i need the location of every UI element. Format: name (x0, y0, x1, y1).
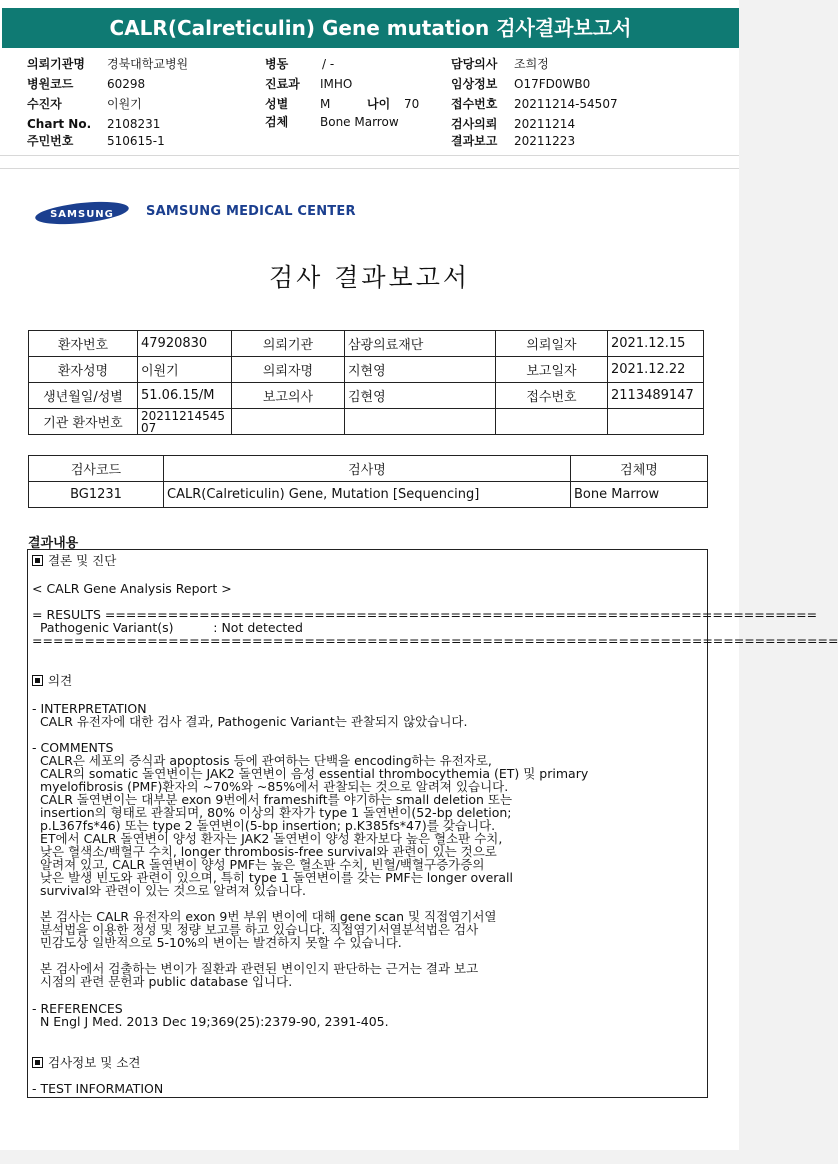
result-line-text: Pathogenic Variant(s) : Not detected (32, 620, 303, 635)
result-line (32, 1082, 163, 1095)
info-value-cell: 김현영 (345, 383, 496, 409)
result-line-text: 분석법을 이용한 정성 및 정량 보고를 하고 있습니다. 직접염기서열분석법은 검사 (32, 922, 479, 937)
result-line (32, 884, 306, 897)
info-label-cell: 의뢰일자 (496, 331, 608, 357)
header-field-label: 주민번호 (27, 134, 74, 148)
result-line-text: - COMMENTS (32, 740, 114, 755)
result-line-text: ET에서 CALR 돌연변이 양성 환자는 JAK2 돌연변이 양성 환자보다 높은 혈소판 수치, (32, 831, 503, 846)
table-row (29, 383, 704, 409)
specimen-name: Bone Marrow (571, 482, 708, 508)
result-line-text: - INTERPRETATION (32, 701, 147, 716)
square-bullet-icon (32, 1057, 43, 1068)
section-heading (32, 674, 72, 687)
logo-brand-text: SAMSUNG (50, 209, 114, 220)
result-line-text: N Engl J Med. 2013 Dec 19;369(25):2379-90, 2391-405. (32, 1014, 389, 1029)
result-line-text: survival와 관련이 있는 것으로 알려져 있습니다. (32, 883, 306, 898)
result-line-text: 검사정보 및 소견 (48, 1055, 141, 1070)
header-field-value: 60298 (107, 77, 146, 91)
header-field-label: 검사의뢰 (451, 117, 498, 131)
result-line-text: CALR은 세포의 증식과 apoptosis 등에 관여하는 단백을 encoding하는 유전자로, (32, 753, 492, 768)
result-line (32, 975, 292, 988)
header-field-label: 검체 (265, 115, 289, 129)
info-label-cell (496, 409, 608, 435)
header-field-value: 20211223 (514, 134, 576, 148)
table-row (29, 357, 704, 383)
header-field-label: Chart No. (27, 117, 92, 131)
result-line-text: p.L367fs*46) 또는 type 2 돌연변이(5-bp insertion; p.K385fs*47)를 갖습니다. (32, 818, 496, 833)
header-field-value: / - (322, 57, 335, 71)
info-label-cell: 기관 환자번호 (29, 409, 138, 435)
header-field-label: 수진자 (27, 97, 62, 111)
test-name: CALR(Calreticulin) Gene, Mutation [Sequencing] (164, 482, 571, 508)
header-field-value: 510615-1 (107, 134, 165, 148)
header-field-value: 70 (404, 97, 420, 111)
result-line (32, 634, 838, 647)
header-field-value: 20211214 (514, 117, 576, 131)
result-line-text: 의견 (48, 673, 73, 688)
header-field-value: 경북대학교병원 (107, 57, 189, 71)
info-value-cell: 2021.12.15 (608, 331, 704, 357)
table-row (29, 409, 704, 435)
info-label-cell: 생년월일/성별 (29, 383, 138, 409)
info-value-cell: 2113489147 (608, 383, 704, 409)
result-line-text: = RESULTS ==================================================================== (32, 607, 818, 622)
header-field-label: 병원코드 (27, 77, 74, 91)
result-line-text: 결론 및 진단 (48, 553, 117, 568)
result-line-text: - TEST INFORMATION (32, 1081, 164, 1096)
result-line-text: ============================================================================= (32, 633, 838, 648)
header-field-label: 결과보고 (451, 134, 498, 148)
header-field-value: M (320, 97, 331, 111)
info-label-cell: 접수번호 (496, 383, 608, 409)
section-heading (32, 554, 116, 567)
info-value-cell: 20211214545 07 (138, 409, 232, 435)
divider (0, 155, 739, 156)
info-label-cell: 의뢰자명 (232, 357, 345, 383)
result-line-text: 본 검사는 CALR 유전자의 exon 9번 부위 변이에 대해 gene scan 및 직접염기서열 (32, 909, 497, 924)
header-field-value: Bone Marrow (320, 115, 399, 129)
info-value-cell (345, 409, 496, 435)
result-line (32, 1015, 389, 1028)
info-label-cell: 보고의사 (232, 383, 345, 409)
table-row (29, 331, 704, 357)
header-field-value: 2108231 (107, 117, 161, 131)
info-value-cell (608, 409, 704, 435)
test-table (28, 455, 708, 508)
result-line-text: - REFERENCES (32, 1001, 123, 1016)
result-line-text: 시점의 관련 문헌과 public database 입니다. (32, 974, 293, 989)
samsung-logo (34, 200, 130, 226)
result-section-title: 결과내용 (28, 536, 79, 551)
result-line-text: 본 검사에서 검출하는 변이가 질환과 관련된 변이인지 판단하는 근거는 결과 보고 (32, 961, 479, 976)
header-field-value: 20211214-54507 (514, 97, 618, 111)
info-label-cell (232, 409, 345, 435)
info-value-cell: 47920830 (138, 331, 232, 357)
result-line-text: myelofibrosis (PMF)환자의 ~70%와 ~85%에서 관찰되는 것으로 알려져 있습니다. (32, 779, 509, 794)
test-code: BG1231 (29, 482, 164, 508)
medical-center-name: SAMSUNG MEDICAL CENTER (146, 204, 356, 219)
result-line-text: 낮은 혈색소/백혈구 수치, longer thrombosis-free survival와 관련이 있는 것으로 (32, 844, 497, 859)
header-field-label: 병동 (265, 57, 289, 71)
divider (0, 168, 739, 169)
result-line-text: CALR 유전자에 대한 검사 결과, Pathogenic Variant는 관찰되지 않았습니다. (32, 714, 468, 729)
header-field-label: 담당의사 (451, 57, 498, 71)
header-field-label: 의뢰기관명 (27, 57, 85, 71)
result-line-text: CALR 돌연변이는 대부분 exon 9번에서 frameshift를 야기하는 small deletion 또는 (32, 792, 513, 807)
header-field-value: 조희정 (514, 57, 549, 71)
header-field-label: 접수번호 (451, 97, 498, 111)
header-field-label: 나이 (367, 97, 391, 111)
result-line-text: insertion의 형태로 관찰되며, 80% 이상의 환자가 type 1 돌연변이(52-bp deletion; (32, 805, 512, 820)
info-value-cell: 51.06.15/M (138, 383, 232, 409)
info-value-cell: 지현영 (345, 357, 496, 383)
document-title: 검사 결과보고서 (269, 263, 470, 292)
patient-info-table (28, 330, 704, 435)
result-content-box (27, 549, 838, 1098)
result-line-text: < CALR Gene Analysis Report > (32, 581, 232, 596)
header-field-label: 성별 (265, 97, 289, 111)
square-bullet-icon (32, 555, 43, 566)
result-line-text: 민감도상 일반적으로 5-10%의 변이는 발견하지 못할 수 있습니다. (32, 935, 402, 950)
section-heading (32, 1056, 140, 1069)
info-value-cell: 2021.12.22 (608, 357, 704, 383)
info-value-cell: 이원기 (138, 357, 232, 383)
result-line-text: 낮은 발생 빈도와 관련이 있으며, 특히 type 1 돌연변이를 갖는 PMF는 longer overall (32, 870, 514, 885)
header-field-value: IMHO (320, 77, 353, 91)
header-field-label: 임상정보 (451, 77, 498, 91)
header-field-value: 이원기 (107, 97, 142, 111)
result-line-text: CALR의 somatic 돌연변이는 JAK2 돌연변이 음성 essential thrombocythemia (ET) 및 primary (32, 766, 589, 781)
result-line (32, 582, 232, 595)
report-title-bar: CALR(Calreticulin) Gene mutation 검사결과보고서 (2, 8, 739, 48)
info-value-cell: 삼광의료재단 (345, 331, 496, 357)
info-label-cell: 환자번호 (29, 331, 138, 357)
square-bullet-icon (32, 675, 43, 686)
result-line (32, 715, 467, 728)
test-code-header: 검사코드 (29, 456, 164, 482)
header-field-value: O17FD0WB0 (514, 77, 591, 91)
specimen-header: 검체명 (571, 456, 708, 482)
result-line (32, 936, 402, 949)
header-field-label: 진료과 (265, 77, 300, 91)
info-label-cell: 환자성명 (29, 357, 138, 383)
info-label-cell: 의뢰기관 (232, 331, 345, 357)
test-name-header: 검사명 (164, 456, 571, 482)
info-label-cell: 보고일자 (496, 357, 608, 383)
result-line-text: 알려져 있고, CALR 돌연변이 양성 PMF는 높은 혈소판 수치, 빈혈/백혈구증가증의 (32, 857, 485, 872)
